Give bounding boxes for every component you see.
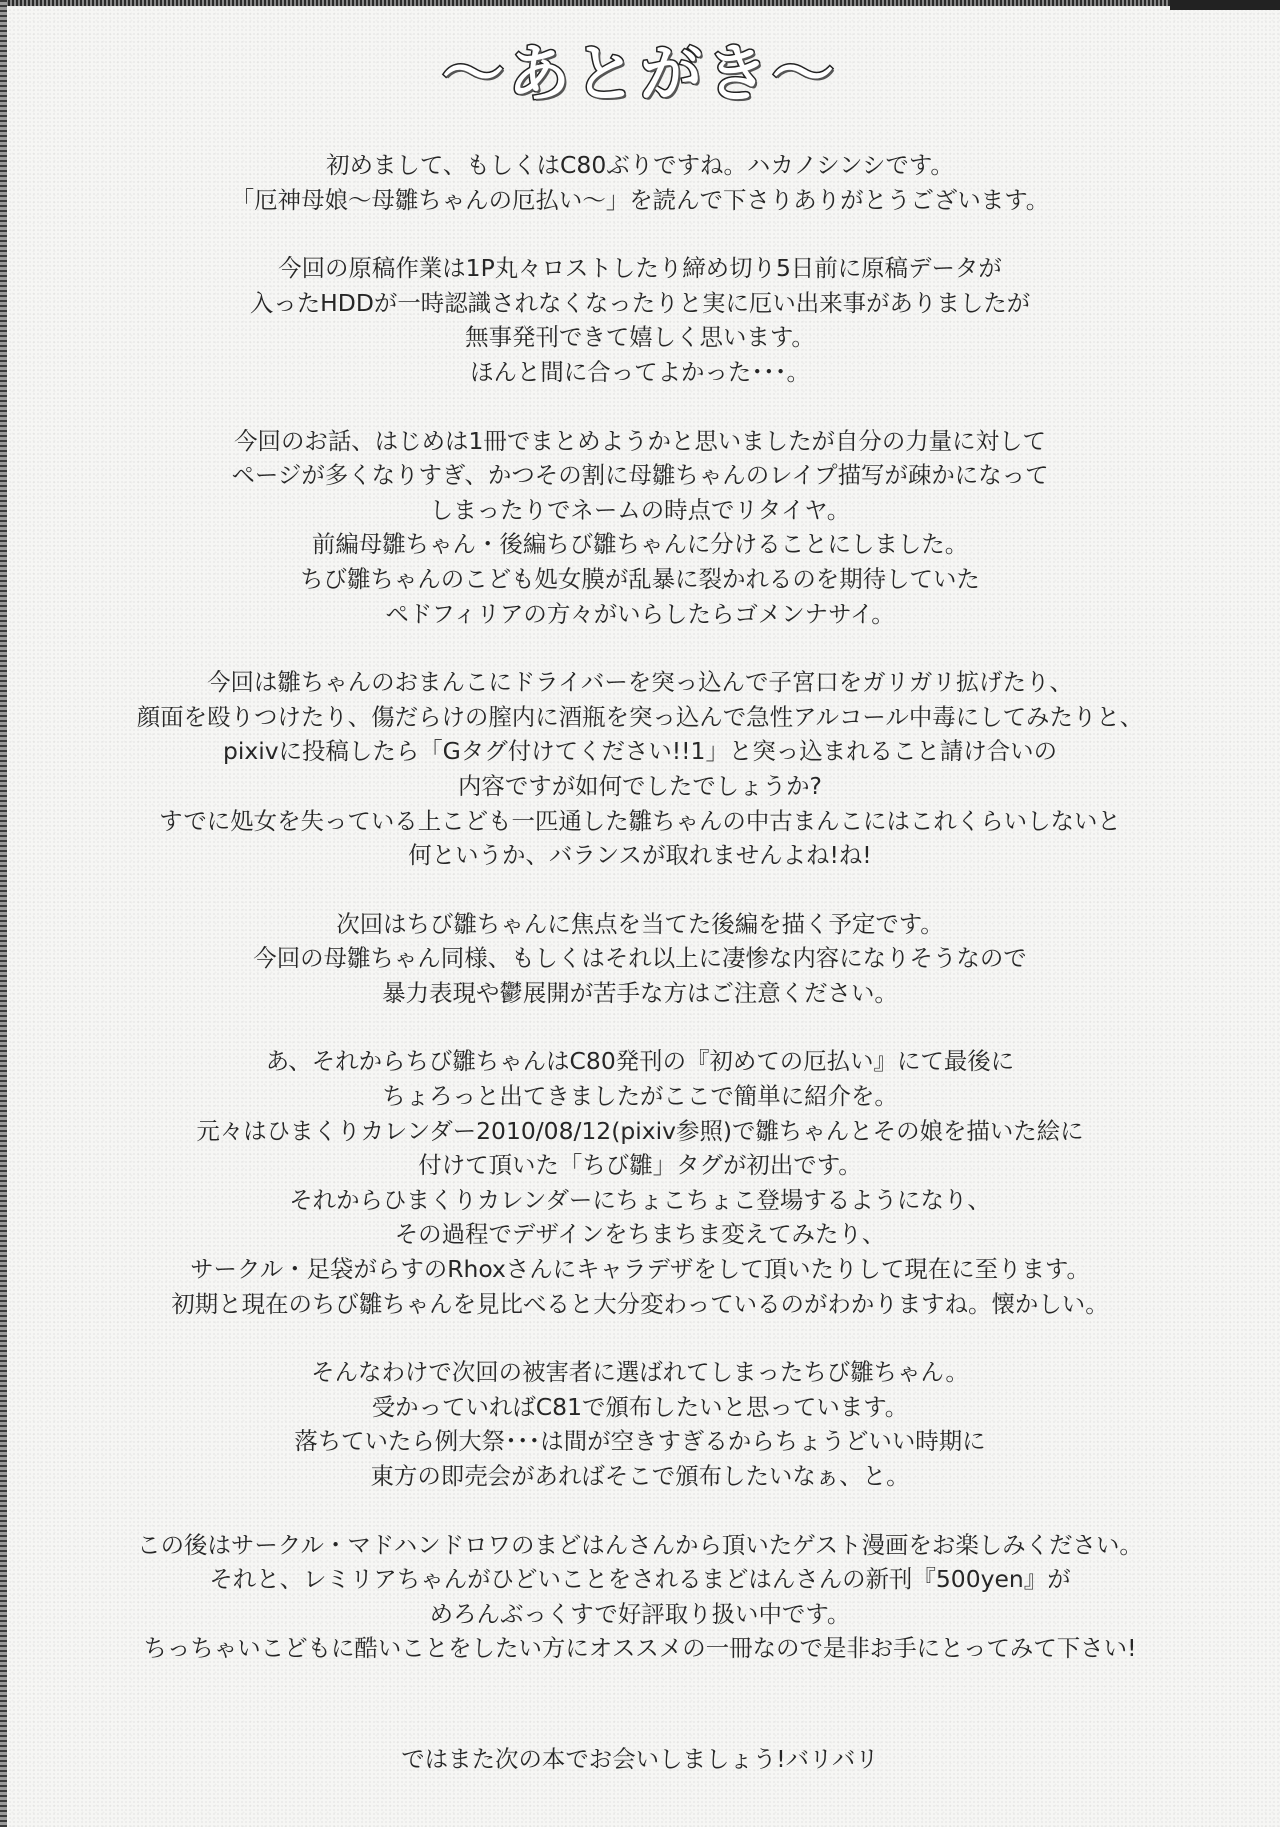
text-line: 初期と現在のちび雛ちゃんを見比べると大分変わっているのがわかりますね。懐かしい。 — [171, 1289, 1109, 1318]
text-line: 暴力表現や鬱展開が苦手な方はご注意ください。 — [382, 978, 898, 1007]
text-line: それからひまくりカレンダーにちょこちょこ登場するようになり、 — [289, 1185, 991, 1214]
text-line: 受かっていればC81で頒布したいと思っています。 — [371, 1392, 909, 1421]
text-line: ちょろっと出てきましたがここで簡単に紹介を。 — [382, 1082, 898, 1111]
text-line: pixivに投稿したら「Gタグ付けてください!!1」と突っ込まれること請け合いの — [222, 737, 1058, 766]
paragraph — [0, 1528, 1280, 1666]
text-line: 無事発刊できて嬉しく思います。 — [465, 323, 815, 352]
closing-line: ではまた次の本でお会いしましょう!バリバリ — [401, 1745, 879, 1773]
text-line: ページが多くなりすぎ、かつその割に母雛ちゃんのレイプ描写が疎かになって — [231, 461, 1049, 490]
text-line: 初めまして、もしくはC80ぶりですね。ハカノシンシです。 — [326, 151, 954, 179]
text-line: ちび雛ちゃんのこども処女膜が乱暴に裂かれるのを期待していた — [300, 564, 980, 593]
text-line: 入ったHDDが一時認識されなくなったりと実に厄い出来事がありましたが — [249, 288, 1031, 317]
text-line: 今回のお話、はじめは1冊でまとめようかと思いましたが自分の力量に対して — [234, 426, 1046, 455]
title-wrap — [0, 37, 1280, 110]
text-line: ちっちゃいこどもに酷いことをしたい方にオススメの一冊なので是非お手にとってみて下さい! — [143, 1634, 1137, 1663]
text-line: しまったりでネームの時点でリタイヤ。 — [429, 495, 851, 524]
text-line: ほんと間に合ってよかった･･･。 — [470, 357, 810, 386]
text-line: そんなわけで次回の被害者に選ばれてしまったちび雛ちゃん。 — [311, 1358, 969, 1387]
text-line: それと、レミリアちゃんがひどいことをされるまどはんさんの新刊『500yen』が — [209, 1565, 1071, 1594]
text-line: 落ちていたら例大祭･･･は間が空きすぎるからちょうどいい時期に — [294, 1427, 986, 1456]
paragraph — [0, 1355, 1280, 1493]
text-line: 前編母雛ちゃん・後編ちび雛ちゃんに分けることにしました。 — [311, 530, 969, 559]
text-line: 「厄神母娘～母雛ちゃんの厄払い～」を読んで下さりありがとうございます。 — [230, 185, 1050, 214]
text-line: この後はサークル・マドハンドロワのまどはんさんから頂いたゲスト漫画をお楽しみください。 — [137, 1530, 1143, 1559]
text-line: その過程でデザインをちまちま変えてみたり、 — [394, 1220, 886, 1249]
paragraph — [0, 907, 1280, 1011]
page-title: ～あとがき～ — [441, 37, 838, 110]
text-line: 東方の即売会があればそこで頒布したいなぁ、と。 — [370, 1462, 910, 1490]
text-line: 今回は雛ちゃんのおまんこにドライバーを突っ込んで子宮口をガリガリ拡げたり、 — [207, 668, 1073, 697]
text-line: めろんぶっくすで好評取り扱い中です。 — [429, 1599, 851, 1628]
text-line: 元々はひまくりカレンダー2010/08/12(pixiv参照)で雛ちゃんとその娘を描いた絵に — [196, 1116, 1084, 1145]
paragraph — [0, 1044, 1280, 1321]
text-line: 付けて頂いた「ちび雛」タグが初出です。 — [418, 1151, 862, 1180]
text-line: ペドフィリアの方々がいらしたらゴメンナサイ。 — [385, 599, 895, 628]
paragraph — [0, 148, 1280, 217]
scan-edge-top — [0, 0, 1280, 6]
text-line: すでに処女を失っている上こども一匹通した雛ちゃんの中古まんこにはこれくらいしないと — [159, 806, 1121, 835]
text-line: サークル・足袋がらすのRhoxさんにキャラデザをして頂いたりして現在に至ります。 — [190, 1255, 1090, 1284]
paragraph — [0, 665, 1280, 873]
text-line: 内容ですが如何でしたでしょうか? — [457, 771, 822, 800]
text-line: 次回はちび雛ちゃんに焦点を当てた後編を描く予定です。 — [336, 909, 944, 938]
text-line: 今回の原稿作業は1P丸々ロストしたり締め切り5日前に原稿データが — [278, 254, 1002, 283]
paragraph — [0, 424, 1280, 632]
corner-mark — [1170, 0, 1280, 10]
text-line: 今回の母雛ちゃん同様、もしくはそれ以上に凄惨な内容になりそうなので — [253, 944, 1027, 973]
text-line: 何というか、バランスが取れませんよね!ね! — [408, 841, 872, 870]
text-line: あ、それからちび雛ちゃんはC80発刊の『初めての厄払い』にて最後に — [265, 1047, 1015, 1076]
paragraph — [0, 251, 1280, 389]
afterword-body — [0, 148, 1280, 1666]
text-line: 顔面を殴りつけたり、傷だらけの膣内に酒瓶を突っ込んで急性アルコール中毒にしてみたりと、 — [136, 702, 1144, 731]
